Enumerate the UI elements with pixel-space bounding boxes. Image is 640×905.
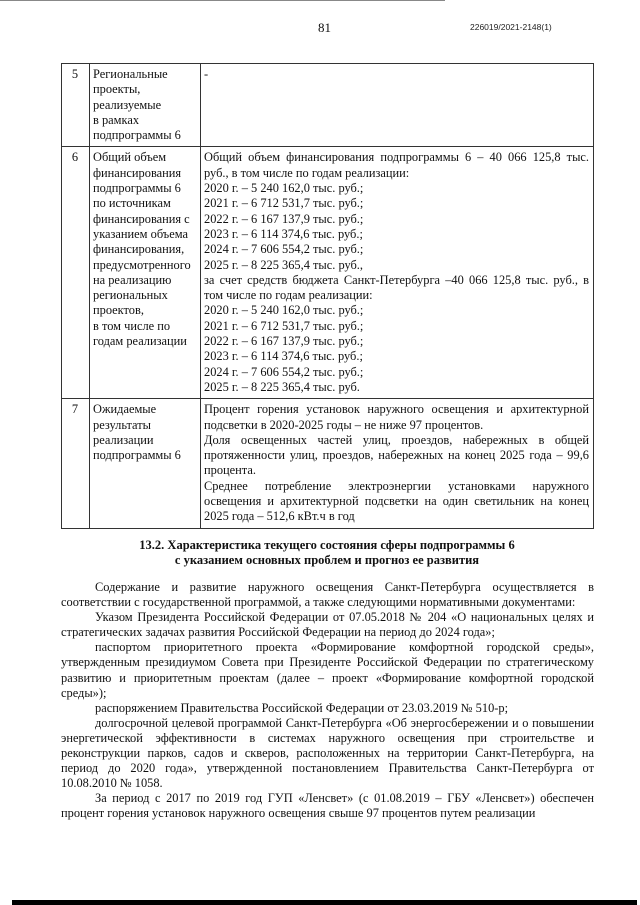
label-line: реализации [93,432,154,447]
document-id: 226019/2021-2148(1) [470,22,552,32]
scan-top-edge-line [0,0,445,1]
budget-financing-year: 2021 г. – 6 712 531,7 тыс. руб.; [204,318,364,333]
section-heading-line-2: с указанием основных проблем и прогноз ее развития [174,553,480,567]
label-line: проектов, [93,303,144,318]
financing-year: 2025 г. – 8 225 365,4 тыс. руб., [204,257,364,272]
label-line: региональных [93,288,168,303]
label-line: подпрограммы 6 [93,181,181,196]
section-heading-line-1: 13.2. Характеристика текущего состояния сферы подпрограммы 6 [139,538,515,552]
label-line: на реализацию [93,272,172,287]
table-row [62,147,594,399]
budget-financing-year: 2025 г. – 8 225 365,4 тыс. руб. [204,379,360,394]
section-body [61,580,594,822]
budget-financing-total: за счет средств бюджета Санкт-Петербурга –40 066 125,8 тыс. руб., в том числе по годам реализации: [204,272,589,303]
row-value [201,64,594,147]
body-paragraph: Содержание и развитие наружного освещения Санкт-Петербурга осуществляется в соответствии с государственной программой, а также следующими нормативными документами: [61,580,594,610]
label-line: проекты, [93,82,141,97]
financing-year: 2021 г. – 6 712 531,7 тыс. руб.; [204,196,364,211]
financing-total: Общий объем финансирования подпрограммы 6 – 40 066 125,8 тыс. руб., в том числе по годам реализации: [204,150,589,180]
label-line: подпрограммы 6 [93,448,181,463]
label-line: финансирования с [93,211,190,226]
row-number: 6 [62,147,90,399]
financing-year: 2022 г. – 6 167 137,9 тыс. руб.; [204,211,364,226]
label-line: в том числе по [93,318,171,333]
body-paragraph: долгосрочной целевой программой Санкт-Петербурга «Об энергосбережении и о повышении энергетической эффективности в системах наружного освещения при строительстве и реконструкции парков, садов и скверов, расположенных на территории Санкт-Петербурга, на период до 2020 года», утвержденной постановлением Правительства Санкт-Петербурга от 10.08.2010 № 1058. [61,715,594,791]
table-row [62,399,594,528]
label-line: предусмотренного [93,257,191,272]
row-label [90,399,201,528]
label-line: результаты [93,417,151,432]
label-line: Ожидаемые [93,402,157,417]
row-value [201,399,594,528]
expected-result: Процент горения установок наружного освещения и архитектурной подсветки в 2020-2025 годы – не ниже 97 процентов. [204,402,589,432]
label-line: Общий объем [93,150,167,165]
expected-result: Среднее потребление электроэнергии установками наружного освещения и архитектурной подсветки на один светильник на конец 2025 года – 512,6 кВт.ч в год [204,478,589,524]
body-paragraph: распоряжением Правительства Российской Федерации от 23.03.2019 № 510-р; [95,700,509,715]
row-number: 5 [62,64,90,147]
row-number: 7 [62,399,90,528]
value-line: - [204,67,209,81]
section-heading [60,538,594,568]
financing-year: 2023 г. – 6 114 374,6 тыс. руб.; [204,226,363,241]
label-line: указанием объема [93,226,188,241]
label-line: реализуемые [93,97,162,112]
label-line: финансирования [93,165,182,180]
label-line: финансирования, [93,242,185,257]
body-paragraph: Указом Президента Российской Федерации от 07.05.2018 № 204 «О национальных целях и стратегических задачах развития Российской Федерации на период до 2024 года»; [61,610,594,640]
body-paragraph: За период с 2017 по 2019 год ГУП «Ленсвет» (с 01.08.2019 – ГБУ «Ленсвет») обеспечен процент горения установок наружного освещения свыше 97 процентов путем реализации [61,791,594,821]
scan-bottom-edge [12,900,637,905]
expected-result: Доля освещенных частей улиц, проездов, набережных в общей протяженности улиц, проездов, набережных на конец 2025 года – 99,6 процента. [204,432,589,478]
financing-year: 2020 г. – 5 240 162,0 тыс. руб.; [204,181,364,196]
page-number: 81 [318,20,331,35]
budget-financing-year: 2020 г. – 5 240 162,0 тыс. руб.; [204,303,364,318]
label-line: Региональные [93,67,168,81]
label-line: годам реализации [93,334,187,349]
financing-year: 2024 г. – 7 606 554,2 тыс. руб.; [204,242,364,257]
subprogram-passport-table [61,63,594,529]
row-value [201,147,594,399]
label-line: по источникам [93,196,171,211]
row-label [90,147,201,399]
label-line: подпрограммы 6 [93,128,181,143]
budget-financing-year: 2023 г. – 6 114 374,6 тыс. руб.; [204,349,363,364]
table-row [62,64,594,147]
body-paragraph: паспортом приоритетного проекта «Формирование комфортной городской среды», утвержденным президиумом Совета при Президенте Российской Федерации по стратегическому развитию и приоритетным проектам (далее – проект «Формирование комфортной городской среды»); [61,640,594,700]
budget-financing-year: 2022 г. – 6 167 137,9 тыс. руб.; [204,334,364,349]
row-label [90,64,201,147]
budget-financing-year: 2024 г. – 7 606 554,2 тыс. руб.; [204,364,364,379]
label-line: в рамках [93,112,140,127]
